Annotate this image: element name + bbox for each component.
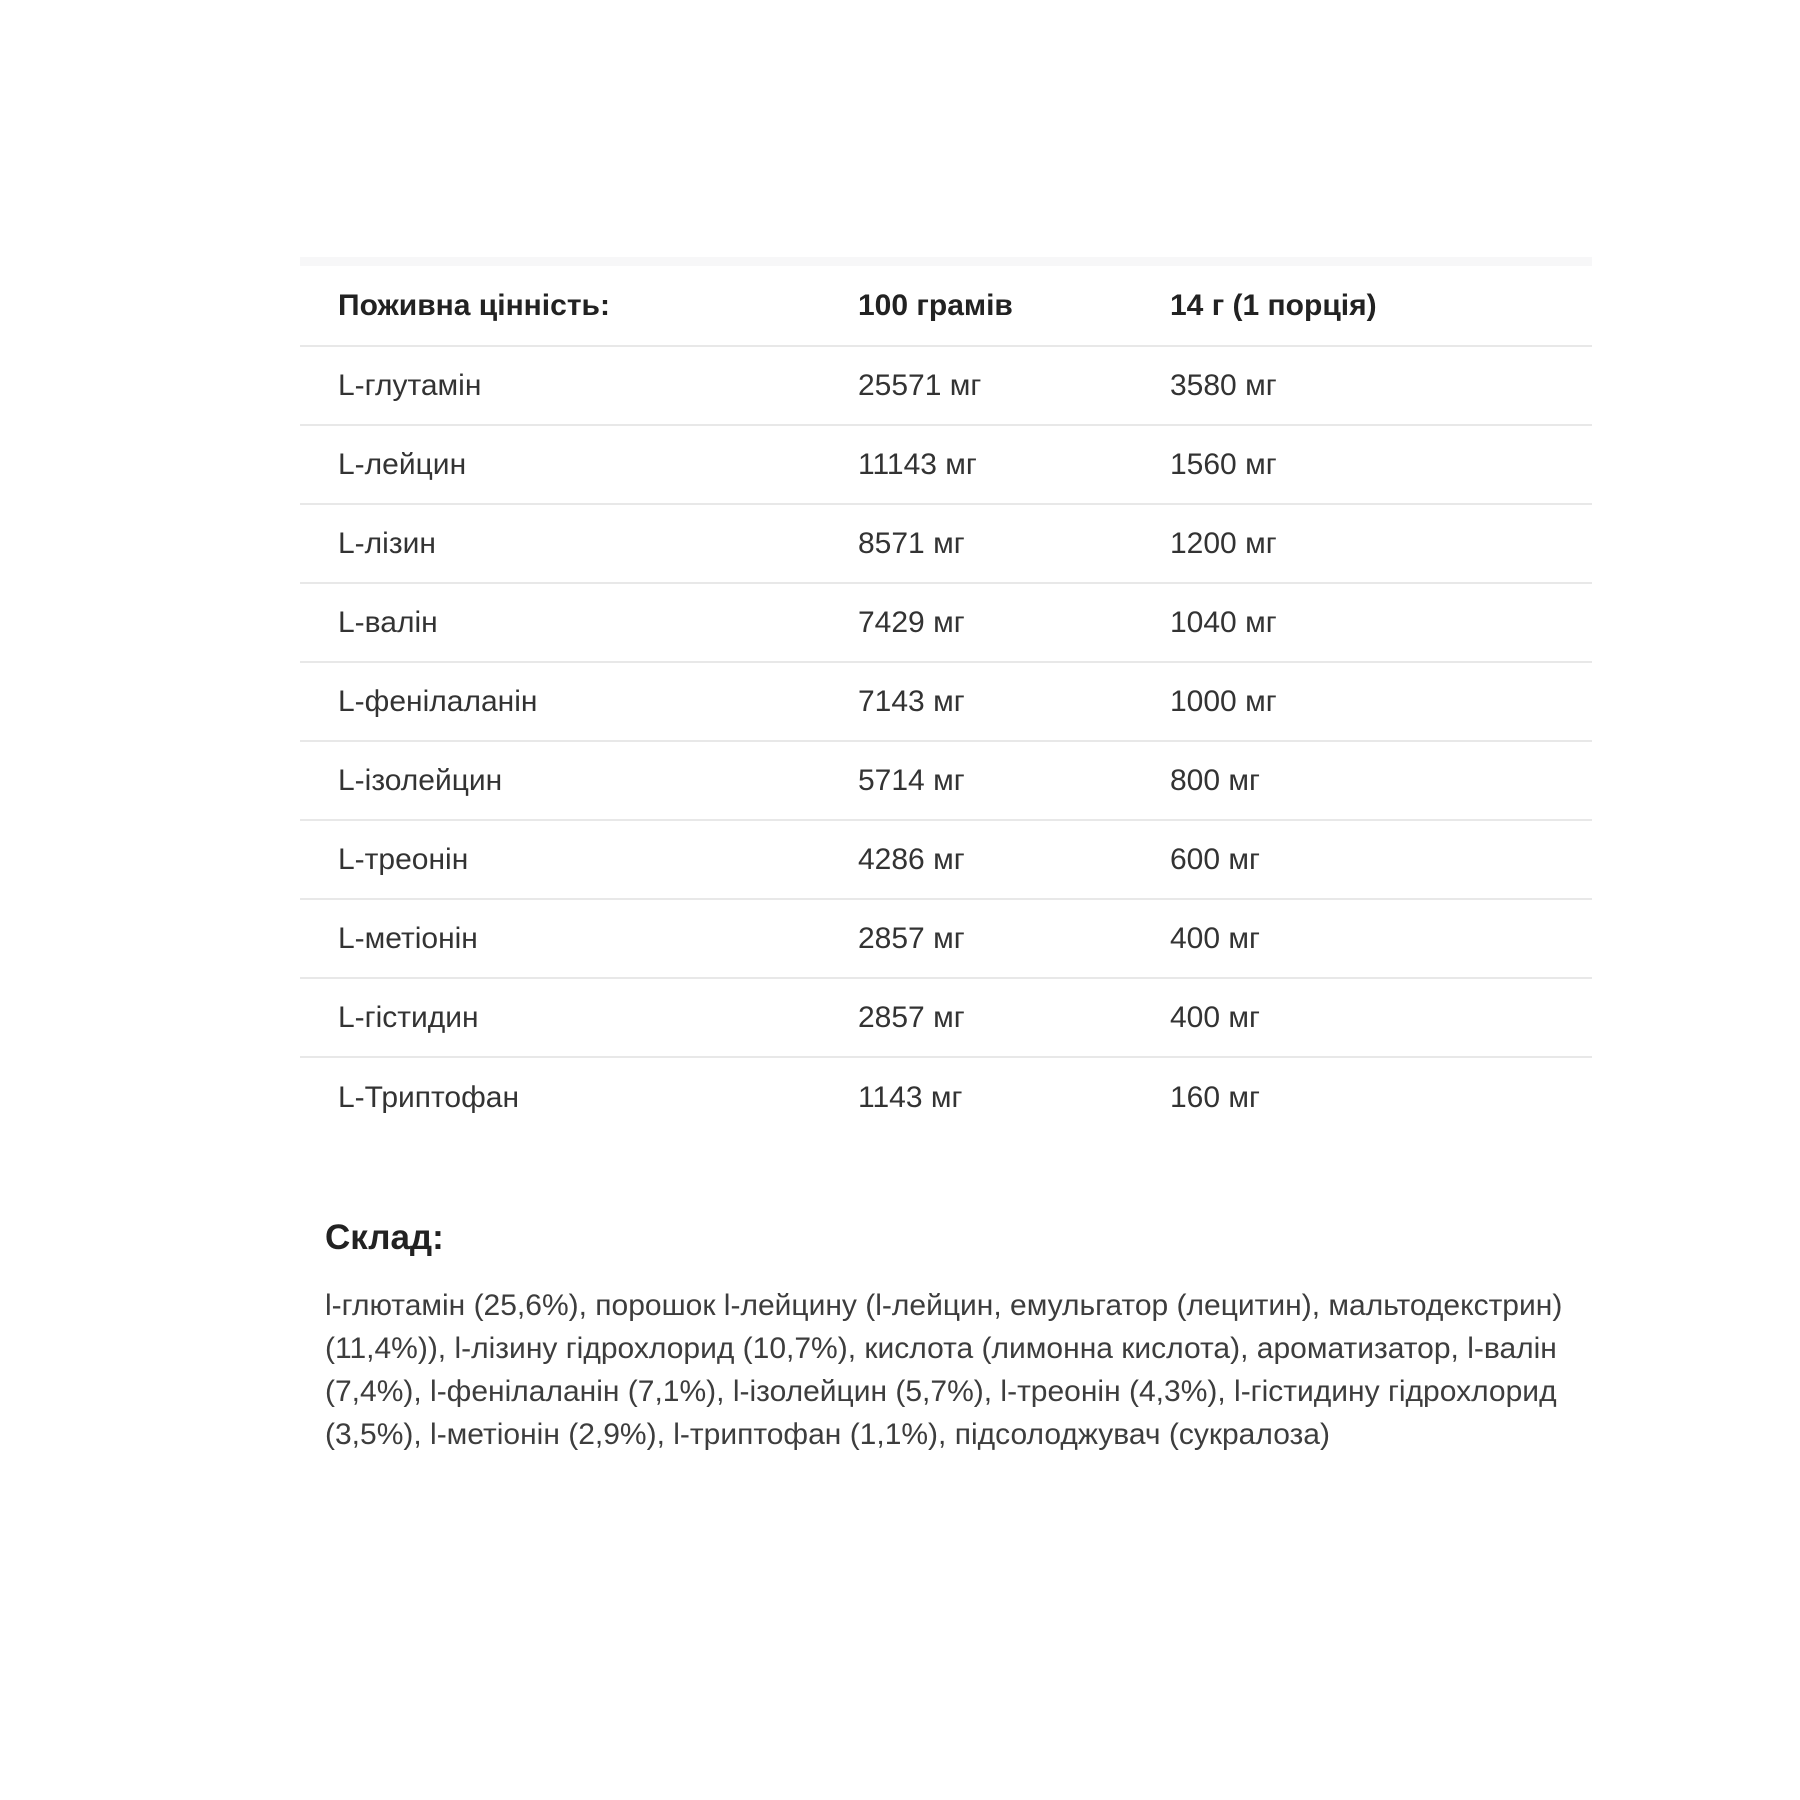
nutrient-name: L-треонін [338, 842, 469, 876]
composition-section [325, 1218, 1595, 1456]
nutrition-table-row [300, 584, 1592, 663]
header-cell-label: Поживна цінність: [338, 288, 610, 322]
nutrient-per-serving-value: 400 мг [1170, 921, 1260, 955]
nutrition-table-body [300, 347, 1592, 1137]
nutrition-table-row [300, 900, 1592, 979]
nutrient-per-serving-value: 1560 мг [1170, 447, 1277, 481]
nutrient-per-100g-value: 1143 мг [858, 1080, 963, 1114]
nutrient-name: L-гістидин [338, 1000, 479, 1034]
nutrition-table-row [300, 426, 1592, 505]
nutrient-per-100g-value: 2857 мг [858, 921, 965, 955]
nutrient-name: L-ізолейцин [338, 763, 503, 797]
nutrient-per-serving-value: 600 мг [1170, 842, 1260, 876]
nutrient-name: L-лейцин [338, 447, 467, 481]
nutrient-per-100g-value: 4286 мг [858, 842, 965, 876]
nutrient-per-serving-value: 800 мг [1170, 763, 1260, 797]
nutrient-per-serving-value: 1040 мг [1170, 605, 1277, 639]
composition-text: l-глютамін (25,6%), порошок l-лейцину (l-лейцин, емульгатор (лецитин), мальтодекстрин) (11,4%)), l-лізину гідрохлорид (10,7%), кислота (лимонна кислота), ароматизатор, l-валін (7,4%), l-фенілаланін (7,1%), l-ізолейцин (5,7%), l-треонін (4,3%), l-гістидину гідрохлорид (3,5%), l-метіонін (2,9%), l-триптофан (1,1%), підсолоджувач (сукралоза) [325, 1289, 1563, 1451]
nutrient-per-100g-value: 7429 мг [858, 605, 965, 639]
composition-heading: Склад: [325, 1218, 444, 1257]
nutrient-name: L-валін [338, 605, 438, 639]
nutrient-name: L-фенілаланін [338, 684, 538, 718]
nutrient-per-100g-value: 7143 мг [858, 684, 965, 718]
nutrition-table-row [300, 505, 1592, 584]
nutrient-per-serving-value: 3580 мг [1170, 368, 1277, 402]
header-cell-per-100g: 100 грамів [858, 288, 1013, 322]
nutrient-per-serving-value: 1200 мг [1170, 526, 1277, 560]
table-top-band [300, 257, 1592, 266]
nutrient-name: L-метіонін [338, 921, 478, 955]
nutrient-name: L-лізин [338, 526, 436, 560]
nutrition-table-row [300, 979, 1592, 1058]
nutrition-table-row [300, 821, 1592, 900]
nutrient-per-100g-value: 5714 мг [858, 763, 965, 797]
nutrient-per-100g-value: 2857 мг [858, 1000, 965, 1034]
nutrition-table [300, 257, 1592, 1137]
nutrient-per-100g-value: 25571 мг [858, 368, 982, 402]
nutrient-per-serving-value: 160 мг [1170, 1080, 1260, 1114]
nutrition-table-header-row [300, 266, 1592, 347]
nutrition-table-row [300, 742, 1592, 821]
nutrition-table-row [300, 1058, 1592, 1137]
nutrition-table-row [300, 663, 1592, 742]
nutrient-per-100g-value: 8571 мг [858, 526, 965, 560]
nutrient-name: L-Триптофан [338, 1080, 520, 1114]
nutrient-per-serving-value: 1000 мг [1170, 684, 1277, 718]
nutrient-name: L-глутамін [338, 368, 482, 402]
header-cell-per-serving: 14 г (1 порція) [1170, 288, 1377, 322]
nutrition-table-row [300, 347, 1592, 426]
nutrient-per-100g-value: 11143 мг [858, 447, 977, 481]
nutrient-per-serving-value: 400 мг [1170, 1000, 1260, 1034]
